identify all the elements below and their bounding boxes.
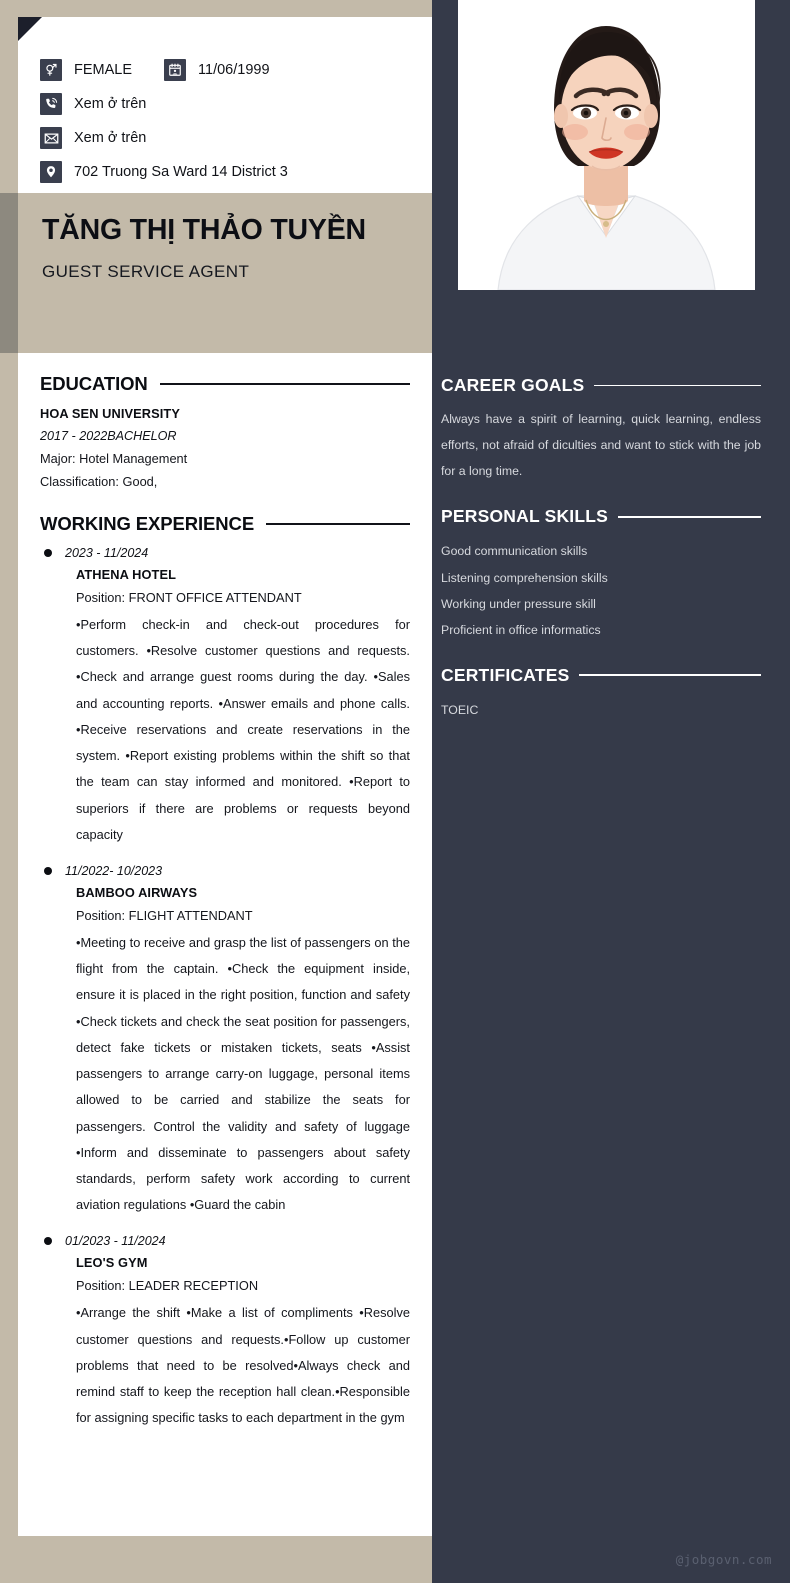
experience-company: BAMBOO AIRWAYS	[76, 884, 198, 900]
watermark: @jobgovn.com	[675, 1552, 772, 1567]
left-main-card	[18, 353, 432, 1536]
gender-icon	[40, 59, 62, 81]
corner-triangle-decoration	[18, 17, 42, 41]
bullet-dot-icon	[44, 1237, 52, 1245]
bullet-dot-icon	[44, 867, 52, 875]
portrait-illustration	[458, 0, 755, 290]
header-rule	[594, 385, 761, 387]
list-item: Good communication skills	[441, 544, 588, 559]
experience-date-row	[40, 864, 410, 878]
certificates-header	[441, 665, 761, 686]
personal-skills-header	[441, 506, 761, 527]
contact-item-gender	[40, 59, 132, 81]
location-pin-icon	[40, 161, 62, 183]
experience-date: 01/2023 - 11/2024	[65, 1234, 166, 1249]
contact-item-birthday	[164, 59, 270, 81]
education-detail: Major: Hotel Management	[40, 451, 188, 466]
experience-company: ATHENA HOTEL	[76, 567, 177, 582]
list-item: Proficient in office informatics	[441, 622, 601, 637]
experience-date-row	[40, 1234, 410, 1248]
experience-entry	[40, 546, 410, 848]
phone-icon	[40, 93, 62, 115]
contact-item-phone	[40, 93, 146, 115]
contact-item-address	[40, 161, 288, 183]
experience-position: Position: FLIGHT ATTENDANT	[76, 907, 253, 923]
name-band	[18, 193, 432, 353]
experience-entry	[40, 1234, 410, 1431]
career-goals-header	[441, 375, 761, 396]
list-item: Working under pressure skill	[441, 596, 596, 611]
experience-description: •Meeting to receive and grasp the list of passengers on the flight from the captain. •Check the equipment inside, ensure it is placed in the right position, function and safety •Check tickets and check the seat position for passengers, detect fake tickets or mistaken tickets, seats •Assist passengers to arrange carry-on luggage, personal items allowed to be carried and stabilize the seats for passengers. Control the validity and safety of luggage •Inform and disseminate to passengers about safety standards, perform safety work according to current aviation regulations •Guard the cabin	[76, 934, 410, 1213]
right-sidebar-content	[441, 375, 761, 745]
working-experience-header	[40, 513, 410, 535]
header-rule	[266, 523, 410, 525]
section-working-experience	[40, 513, 410, 1431]
experience-description: •Perform check-in and check-out procedures for customers. •Resolve customer questions and requests. •Check and arrange guest rooms during the day. •Sales and accounting reports. •Answer emails and phone calls. •Receive reservations and create reservations in the system. •Report existing problems within the shift so that the team can stay informed and monitored. •Report to superiors if there are problems or requests beyond capacity	[76, 617, 410, 842]
address-value: 702 Truong Sa Ward 14 District 3	[74, 164, 288, 180]
education-header	[40, 373, 410, 395]
career-goals-text: Always have a spirit of learning, quick learning, endless efforts, not afraid of diculties and want to stick with the job for a long time.	[441, 412, 761, 478]
personal-skills-title: PERSONAL SKILLS	[441, 506, 609, 527]
job-title: GUEST SERVICE AGENT	[42, 261, 250, 281]
experience-company: LEO'S GYM	[76, 1255, 148, 1271]
calendar-birthday-icon	[164, 59, 186, 81]
section-career-goals	[441, 375, 761, 484]
contact-row-phone	[40, 87, 420, 121]
envelope-icon	[40, 127, 62, 149]
section-personal-skills	[441, 506, 761, 642]
experience-position: Position: LEADER RECEPTION	[76, 1278, 259, 1294]
section-certificates	[441, 665, 761, 723]
page-title: TĂNG THỊ THẢO TUYỀN	[42, 214, 366, 246]
experience-date: 11/2022- 10/2023	[65, 863, 163, 878]
experience-date: 2023 - 11/2024	[65, 546, 149, 560]
experience-position: Position: FRONT OFFICE ATTENDANT	[76, 590, 302, 605]
education-title: EDUCATION	[40, 373, 148, 394]
experience-date-row	[40, 546, 410, 560]
experience-entry	[40, 864, 410, 1218]
contact-row-gender-birthday	[40, 53, 420, 87]
experience-description: •Arrange the shift •Make a list of compliments •Resolve customer questions and requests.•Follow up customer problems that need to be resolved•Always check and remind staff to keep the reception hall clean.•Responsible for assigning specific tasks to each department in the gym	[76, 1305, 410, 1426]
email-value: Xem ở trên	[74, 130, 147, 146]
header-rule	[618, 516, 761, 518]
bullet-dot-icon	[44, 549, 52, 557]
contact-row-address	[40, 155, 420, 189]
profile-photo	[458, 0, 755, 290]
section-education	[40, 373, 410, 489]
education-years: 2017 - 2022BACHELOR	[40, 429, 177, 443]
birthday-value: 11/06/1999	[198, 62, 270, 78]
list-item: Listening comprehension skills	[441, 570, 608, 585]
list-item: TOEIC	[441, 702, 479, 717]
contact-card	[18, 17, 432, 193]
education-organization: HOA SEN UNIVERSITY	[40, 406, 180, 421]
header-rule	[579, 674, 761, 676]
education-detail: Classification: Good,	[40, 474, 158, 489]
career-goals-title: CAREER GOALS	[441, 375, 585, 395]
certificates-title: CERTIFICATES	[441, 664, 570, 685]
working-experience-title: WORKING EXPERIENCE	[40, 513, 255, 534]
header-rule	[160, 383, 410, 385]
gender-value: FEMALE	[74, 62, 133, 78]
contact-item-email	[40, 127, 146, 149]
contact-rows	[40, 53, 420, 189]
contact-row-email	[40, 121, 420, 155]
phone-value: Xem ở trên	[74, 96, 147, 112]
name-band-side-strip	[0, 193, 18, 353]
